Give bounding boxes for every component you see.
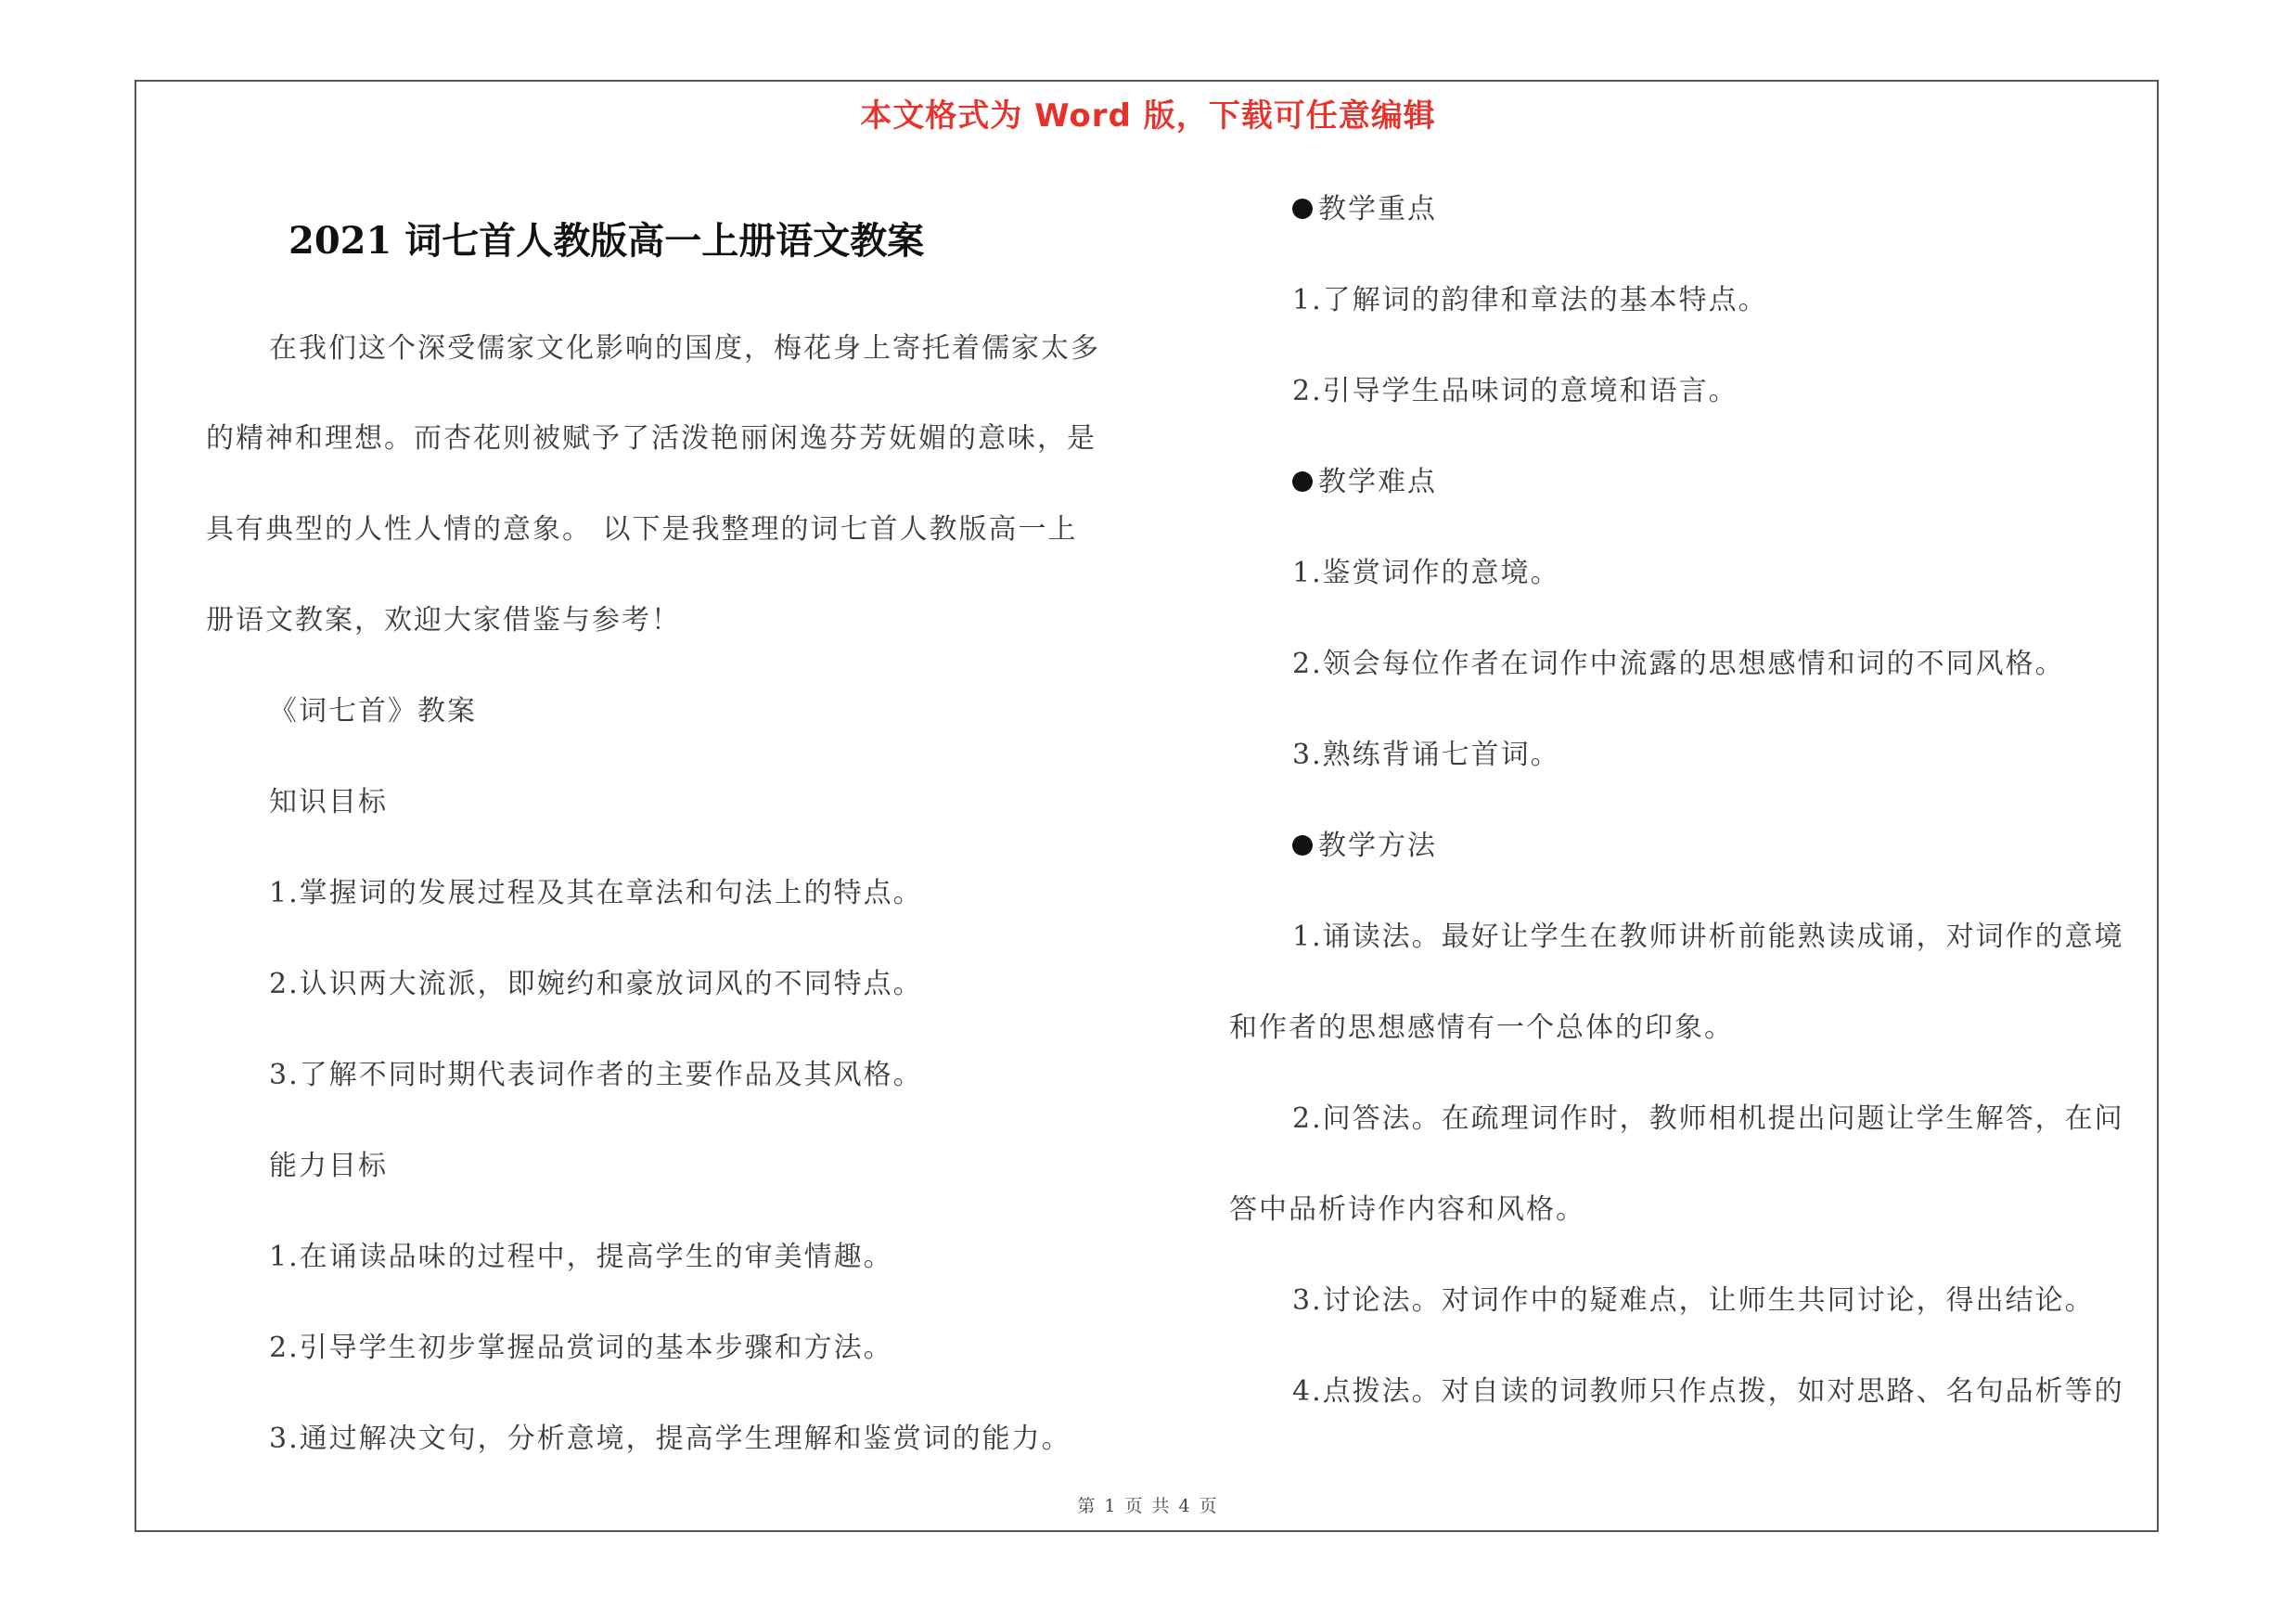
ability-item: 2.引导学生初步掌握品赏词的基本步骤和方法。 xyxy=(269,1332,893,1364)
knowledge-heading: 知识目标 xyxy=(269,786,388,818)
difficulties-heading xyxy=(1292,466,1437,499)
key-point-item: 1.了解词的韵律和章法的基本特点。 xyxy=(1292,284,1768,316)
bullet-icon xyxy=(1292,199,1313,219)
methods-heading xyxy=(1292,830,1437,863)
difficulty-item: 2.领会每位作者在词作中流露的思想感情和词的不同风格。 xyxy=(1292,648,2065,680)
method-item: 4.点拨法。对自读的词教师只作点拨，如对思路、名句品析等的 xyxy=(1292,1375,2124,1408)
ability-item: 1.在诵读品味的过程中，提高学生的审美情趣。 xyxy=(269,1241,893,1273)
intro-line: 册语文教案，欢迎大家借鉴与参考！ xyxy=(206,604,681,637)
ability-item: 3.通过解决文句，分析意境，提高学生理解和鉴赏词的能力。 xyxy=(269,1423,1071,1455)
intro-line: 在我们这个深受儒家文化影响的国度，梅花身上寄托着儒家太多 xyxy=(269,332,1100,365)
method-item: 1.诵读法。最好让学生在教师讲析前能熟读成诵，对词作的意境 xyxy=(1292,921,2124,953)
key-points-heading-text: 教学重点 xyxy=(1318,193,1437,225)
page-number: 第 1 页 共 4 页 xyxy=(1077,1496,1219,1516)
ability-heading: 能力目标 xyxy=(269,1150,388,1182)
knowledge-item: 1.掌握词的发展过程及其在章法和句法上的特点。 xyxy=(269,877,923,909)
difficulty-item: 1.鉴赏词作的意境。 xyxy=(1292,557,1560,589)
intro-line: 具有典型的人性人情的意象。 以下是我整理的词七首人教版高一上 xyxy=(206,513,1078,546)
key-points-heading xyxy=(1292,193,1437,226)
difficulties-heading-text: 教学难点 xyxy=(1318,466,1437,498)
methods-heading-text: 教学方法 xyxy=(1318,830,1437,862)
knowledge-item: 2.认识两大流派，即婉约和豪放词风的不同特点。 xyxy=(269,968,923,1000)
difficulty-item: 3.熟练背诵七首词。 xyxy=(1292,739,1560,771)
method-item-continued: 和作者的思想感情有一个总体的印象。 xyxy=(1229,1011,1734,1044)
lesson-heading: 《词七首》教案 xyxy=(269,695,477,728)
format-banner: 本文格式为 Word 版，下载可任意编辑 xyxy=(860,97,1436,135)
document-title: 2021 词七首人教版高一上册语文教案 xyxy=(289,219,925,263)
knowledge-item: 3.了解不同时期代表词作者的主要作品及其风格。 xyxy=(269,1059,923,1091)
method-item: 2.问答法。在疏理词作时，教师相机提出问题让学生解答，在问 xyxy=(1292,1102,2124,1135)
bullet-icon xyxy=(1292,835,1313,856)
intro-line: 的精神和理想。而杏花则被赋予了活泼艳丽闲逸芬芳妩媚的意味，是 xyxy=(206,422,1097,455)
key-point-item: 2.引导学生品味词的意境和语言。 xyxy=(1292,375,1738,407)
method-item: 3.讨论法。对词作中的疑难点，让师生共同讨论，得出结论。 xyxy=(1292,1284,2095,1317)
method-item-continued: 答中品析诗作内容和风格。 xyxy=(1229,1193,1585,1226)
bullet-icon xyxy=(1292,471,1313,492)
